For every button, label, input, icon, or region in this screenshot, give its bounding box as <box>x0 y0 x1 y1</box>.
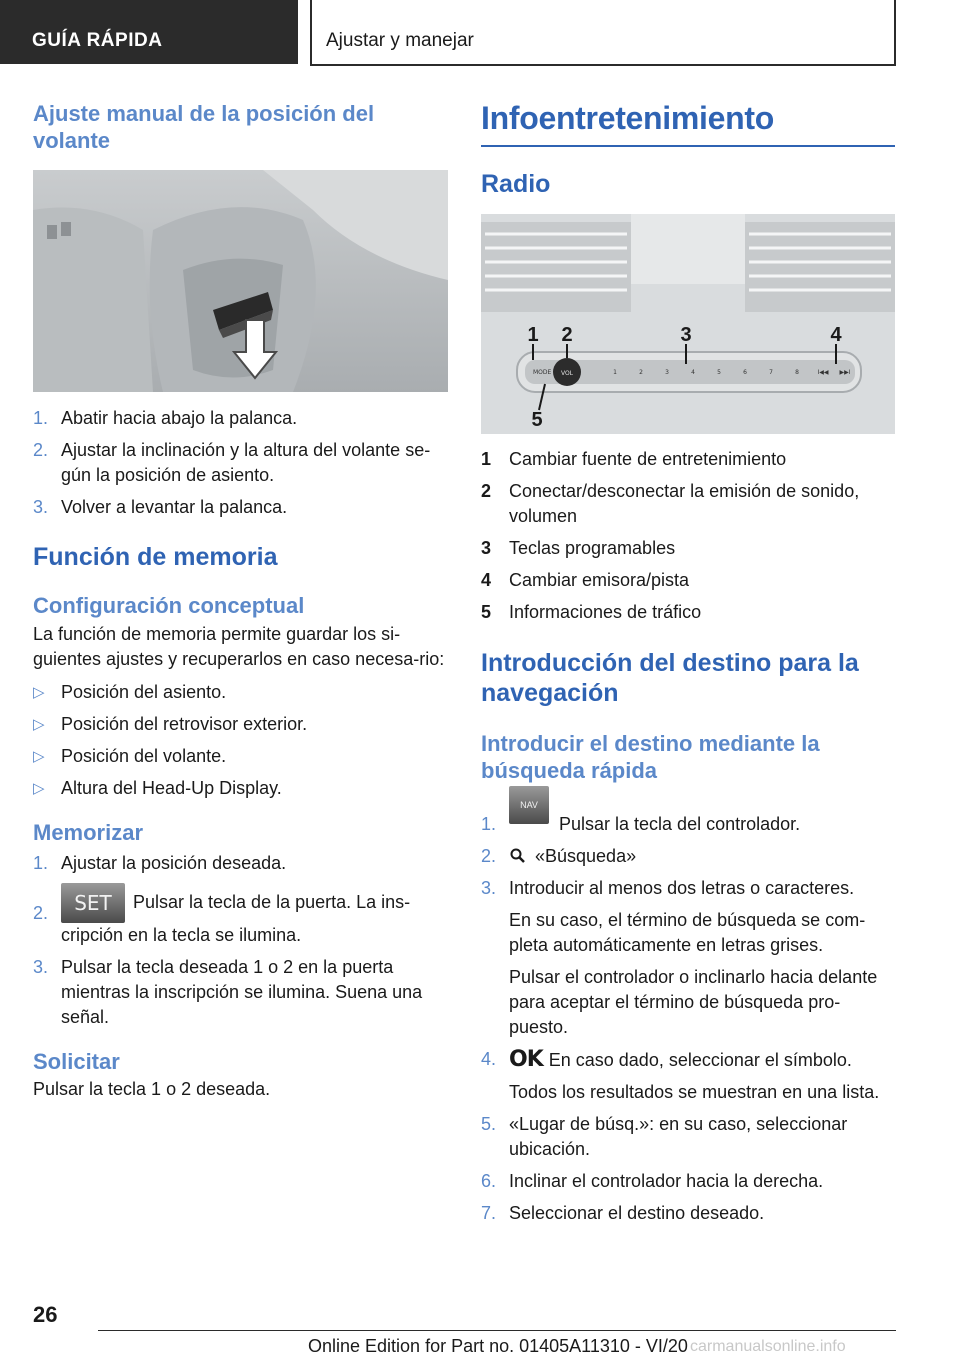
radio-heading: Radio <box>481 170 551 198</box>
header-section-label: GUÍA RÁPIDA <box>32 30 163 51</box>
recall-paragraph: Pulsar la tecla 1 o 2 deseada. <box>33 1079 271 1099</box>
preset-key-label: 7 <box>769 369 773 376</box>
memory-heading: Función de memoria <box>33 543 278 571</box>
list-item: 2. SET Pulsar la tecla de la puerta. La ins-cripción en la tecla se ilumina. <box>33 883 448 948</box>
list-item: ▷ Posición del asiento. <box>33 680 448 705</box>
list-item: 3 Teclas programables <box>481 538 676 558</box>
radio-panel-illustration <box>481 214 895 434</box>
list-item: 2 Conectar/desconectar la emisión de sonido, volumen <box>481 481 860 526</box>
list-item: 3. Introducir al menos dos letras o caracteres. En su caso, el término de búsqueda se com-pleta automáticamente en letras grises. Pulsar el controlador o inclinarlo hacia delante para aceptar el término de búsqueda pro-puesto. <box>481 878 878 1037</box>
footer-edition: Online Edition for Part no. 01405A11310 - VI/20 <box>308 1336 688 1356</box>
prev-key-label: I◀◀ <box>817 369 829 376</box>
steering-steps <box>33 406 448 520</box>
search-icon <box>509 847 527 865</box>
list-item: 1 Cambiar fuente de entretenimiento <box>481 449 787 469</box>
triangle-bullet-icon: ▷ <box>33 684 45 701</box>
list-item: 4 Cambiar emisora/pista <box>481 570 690 590</box>
concept-heading: Configuración conceptual <box>33 593 305 618</box>
list-item: 4. OK En caso dado, seleccionar el símbolo. Todos los resultados se muestran en una lista. <box>481 1047 880 1102</box>
preset-key-label: 6 <box>743 369 747 376</box>
list-item: 2. «Búsqueda» <box>481 846 637 866</box>
list-item: 3. Volver a levantar la palanca. <box>33 497 288 517</box>
list-item: 5 Informaciones de tráfico <box>481 602 702 622</box>
footer-divider <box>98 1330 896 1331</box>
header-chapter-tab <box>310 0 896 66</box>
callout-number: 1 <box>527 324 539 346</box>
list-item: 6. Inclinar el controlador hacia la derecha. <box>481 1171 824 1191</box>
mode-key-label: MODE <box>533 369 552 376</box>
list-item: 3. Pulsar la tecla deseada 1 o 2 en la puerta mientras la inscripción se ilumina. Suena una señal. <box>33 957 423 1027</box>
store-steps <box>33 851 448 1030</box>
next-key-label: ▶▶I <box>839 369 851 376</box>
callout-number: 4 <box>830 324 842 346</box>
triangle-bullet-icon: ▷ <box>33 748 45 765</box>
watermark: carmanualsonline.info <box>690 1338 846 1355</box>
preset-key-label: 2 <box>639 369 643 376</box>
left-column <box>33 100 448 1102</box>
list-item: ▷ Posición del volante. <box>33 744 448 769</box>
steering-heading: Ajuste manual de la posición del volante <box>33 101 375 153</box>
radio-legend <box>481 447 895 625</box>
nav-button-icon: NAV <box>509 786 549 824</box>
callout-number: 5 <box>531 409 543 431</box>
preset-key-label: 3 <box>665 369 669 376</box>
callout-number: 3 <box>680 324 692 346</box>
list-item: 1. Ajustar la posición deseada. <box>33 853 287 873</box>
preset-key-label: 8 <box>795 369 799 376</box>
list-item: 1. NAV Pulsar la tecla del controlador. <box>481 798 895 837</box>
list-item: 2. Ajustar la inclinación y la altura del volante se-gún la posición de asiento. <box>33 440 431 485</box>
list-item: 5. «Lugar de búsq.»: en su caso, seleccionar ubicación. <box>481 1114 848 1159</box>
steering-lever-illustration <box>33 170 448 392</box>
ok-symbol-icon: OK <box>509 1047 543 1072</box>
preset-key-label: 1 <box>613 369 617 376</box>
header-chapter-label: Ajustar y manejar <box>326 30 474 51</box>
vol-knob-label: VOL <box>560 370 574 377</box>
page-number: 26 <box>33 1302 58 1327</box>
infotainment-heading: Infoentretenimiento <box>481 100 895 147</box>
list-item: ▷ Altura del Head-Up Display. <box>33 776 448 801</box>
right-column <box>481 100 895 1233</box>
concept-list <box>33 680 448 801</box>
preset-key-label: 4 <box>691 369 695 376</box>
store-heading: Memorizar <box>33 820 144 845</box>
triangle-bullet-icon: ▷ <box>33 716 45 733</box>
preset-key-label: 5 <box>717 369 721 376</box>
concept-paragraph: La función de memoria permite guardar los si-guientes ajustes y recuperarlos en caso necesa-rio: <box>33 624 445 669</box>
header-section-tab <box>0 0 298 64</box>
navigation-steps <box>481 798 895 1226</box>
callout-number: 2 <box>561 324 573 346</box>
quick-search-heading: Introducir el destino mediante la búsqueda rápida <box>481 731 820 783</box>
recall-heading: Solicitar <box>33 1049 120 1074</box>
list-item: 1. Abatir hacia abajo la palanca. <box>33 408 298 428</box>
set-button-icon: SET <box>61 883 125 923</box>
list-item: ▷ Posición del retrovisor exterior. <box>33 712 448 737</box>
triangle-bullet-icon: ▷ <box>33 780 45 797</box>
navigation-heading: Introducción del destino para la navegación <box>481 649 859 707</box>
list-item: 7. Seleccionar el destino deseado. <box>481 1203 765 1223</box>
